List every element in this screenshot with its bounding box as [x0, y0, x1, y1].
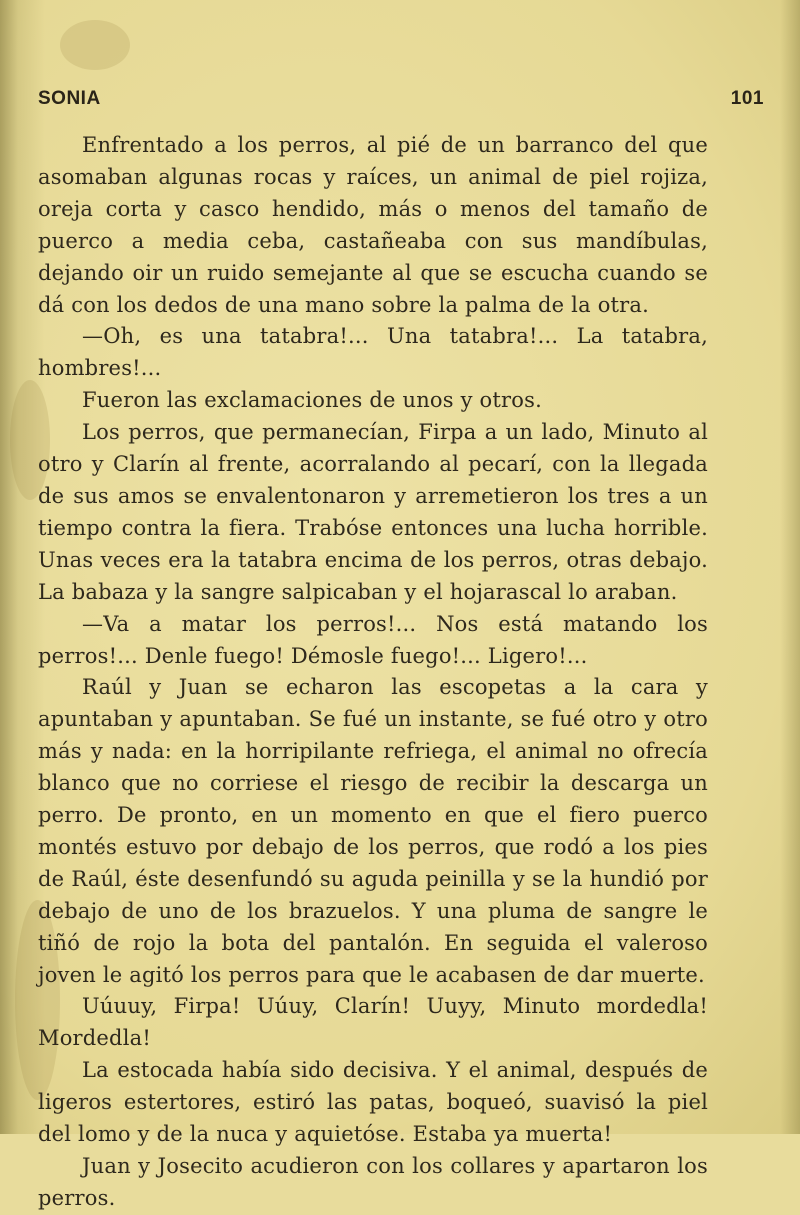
paragraph: Enfrentado a los perros, al pié de un barranco del que asomaban algunas rocas y raíces, un animal de piel rojiza, oreja corta y casco hendido, más o menos del tamaño de puerco a media ceba, castañeaba con sus mandíbulas, dejando oir un ruido semejante al que se escucha cuando se dá con los dedos de una mano sobre la palma de la otra. — [38, 133, 708, 317]
paragraph: Juan y Josecito acudieron con los collares y apartaron los perros. — [38, 1154, 708, 1210]
paragraph: La estocada había sido decisiva. Y el animal, después de ligeros estertores, estiró las patas, boqueó, suavisó la piel del lomo y de la nuca y aquietóse. Estaba ya muerta! — [38, 1058, 708, 1147]
page-header — [38, 88, 764, 114]
paper-stain — [60, 20, 130, 70]
paragraph: Uúuuy, Firpa! Uúuy, Clarín! Uuyy, Minuto mordedla! Mordedla! — [38, 994, 708, 1051]
paragraph: Los perros, que permanecían, Firpa a un lado, Minuto al otro y Clarín al frente, acorralando al pecarí, con la llegada de sus amos se envalentonaron y arremetieron los tres a un tiempo contra la fiera. Trabóse entonces una lucha horrible. Unas veces era la tatabra encima de los perros, otras debajo. La babaza y la sangre salpicaban y el hojarascal lo araban. — [38, 420, 708, 604]
page-number: 101 — [730, 88, 764, 109]
running-title: SONIA — [38, 88, 101, 109]
paragraph: —Va a matar los perros!... Nos está matando los perros!... Denle fuego! Démosle fuego!... Ligero!... — [38, 611, 708, 668]
paragraph: Fueron las exclamaciones de unos y otros. — [82, 388, 542, 413]
paragraph: Raúl y Juan se echaron las escopetas a la cara y apuntaban y apuntaban. Se fué un instante, se fué otro y otro más y nada: en la horripilante refriega, el animal no ofrecía blanco que no corriese el riesgo de recibir la descarga un perro. De pronto, en un momento en que el fiero puerco montés estuvo por debajo de los perros, que rodó a los pies de Raúl, éste desenfundó su aguda peinilla y se la hundió por debajo de uno de los brazuelos. Y una pluma de sangre le tiñó de rojo la bota del pantalón. En seguida el valeroso joven le agitó los perros para que le acabasen de dar muerte. — [38, 675, 708, 987]
body-text — [38, 130, 708, 1215]
paragraph: —Oh, es una tatabra!... Una tatabra!... La tatabra, hombres!... — [38, 324, 708, 381]
